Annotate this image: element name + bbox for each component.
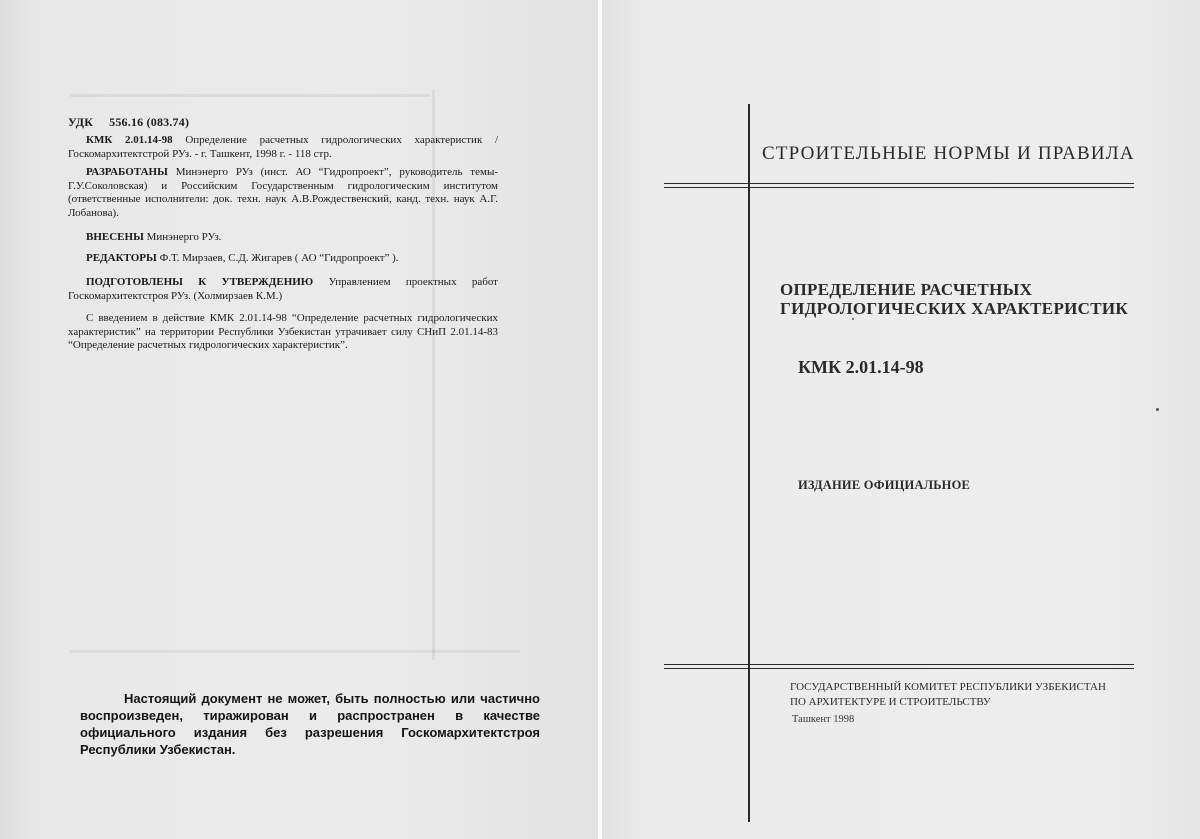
enactment-text: С введением в действие КМК 2.01.14-98 “Определение расчетных гидрологических характеристик” на территории Республики Узбекистан утрачивает силу СНиП 2.01.14-83 “Определение расчетных гидрологических характеристик”. — [68, 312, 498, 351]
bleed-through-mark — [70, 650, 520, 653]
prepared-text: Управлением проектных работ Госкомархитектстроя РУз. (Холмирзаев К.М.) — [68, 276, 498, 302]
right-page — [602, 0, 1200, 839]
notice-text: Настоящий документ не может, быть полностью или частично воспроизведен, тиражирован и распространен в качестве официального издания без разрешения Госкомархитектстроя Республики Узбекистан. — [80, 691, 540, 757]
biblio-text: Определение расчетных гидрологических характеристик / Госкомархитектстрой РУз. - г. Ташкент, 1998 г. - 118 стр. — [68, 134, 499, 160]
edition-label: ИЗДАНИЕ ОФИЦИАЛЬНОЕ — [798, 478, 971, 492]
developed-text: Минэнерго РУз (инст. АО “Гидропроект”, руководитель темы- Г.У.Соколовская) и Российским Государственным гидрологическим институтом (ответственные исполнители: док. техн. наук А.В.Рождественский, канд. техн. наук А.Г. Лобанова). — [68, 166, 498, 219]
editors — [68, 252, 498, 266]
series-title: СТРОИТЕЛЬНЫЕ НОРМЫ И ПРАВИЛА — [762, 143, 1135, 164]
left-page — [0, 0, 598, 839]
publisher-line-2: ПО АРХИТЕКТУРЕ И СТРОИТЕЛЬСТВУ — [790, 696, 991, 708]
developed-by — [68, 166, 498, 220]
biblio-code: КМК 2.01.14-98 — [86, 134, 173, 146]
scan-speck — [852, 318, 854, 320]
top-double-rule — [664, 183, 1134, 188]
publisher — [790, 680, 1106, 710]
scan-speck — [1156, 408, 1159, 411]
introduced-label: ВНЕСЕНЫ — [86, 231, 144, 243]
bibliographic-entry — [68, 134, 498, 161]
document-code: КМК 2.01.14-98 — [798, 357, 924, 377]
document-title — [780, 280, 1128, 318]
udk-label: УДК — [68, 115, 94, 129]
bleed-through-mark — [70, 94, 430, 97]
prepared-label: ПОДГОТОВЛЕНЫ К УТВЕРЖДЕНИЮ — [86, 276, 314, 288]
editors-label: РЕДАКТОРЫ — [86, 252, 157, 264]
introduced-text: Минэнерго РУз. — [143, 231, 222, 243]
introduced-by — [68, 231, 498, 245]
city-year: Ташкент 1998 — [792, 714, 855, 725]
enactment-note — [68, 312, 498, 353]
udk-line — [68, 115, 189, 130]
developed-label: РАЗРАБОТАНЫ — [86, 166, 168, 178]
document-title-line-2: ГИДРОЛОГИЧЕСКИХ ХАРАКТЕРИСТИК — [780, 299, 1129, 318]
udk-code: 556.16 (083.74) — [109, 115, 190, 129]
prepared-for-approval — [68, 276, 498, 303]
copyright-notice — [80, 690, 540, 758]
editors-text: Ф.Т. Мирзаев, С.Д. Жигарев ( АО “Гидропроект” ). — [156, 252, 399, 264]
publisher-line-1: ГОСУДАРСТВЕННЫЙ КОМИТЕТ РЕСПУБЛИКИ УЗБЕКИСТАН — [790, 681, 1106, 693]
bottom-double-rule — [664, 664, 1134, 669]
document-title-line-1: ОПРЕДЕЛЕНИЕ РАСЧЕТНЫХ — [780, 280, 1033, 299]
vertical-rule — [748, 104, 750, 822]
